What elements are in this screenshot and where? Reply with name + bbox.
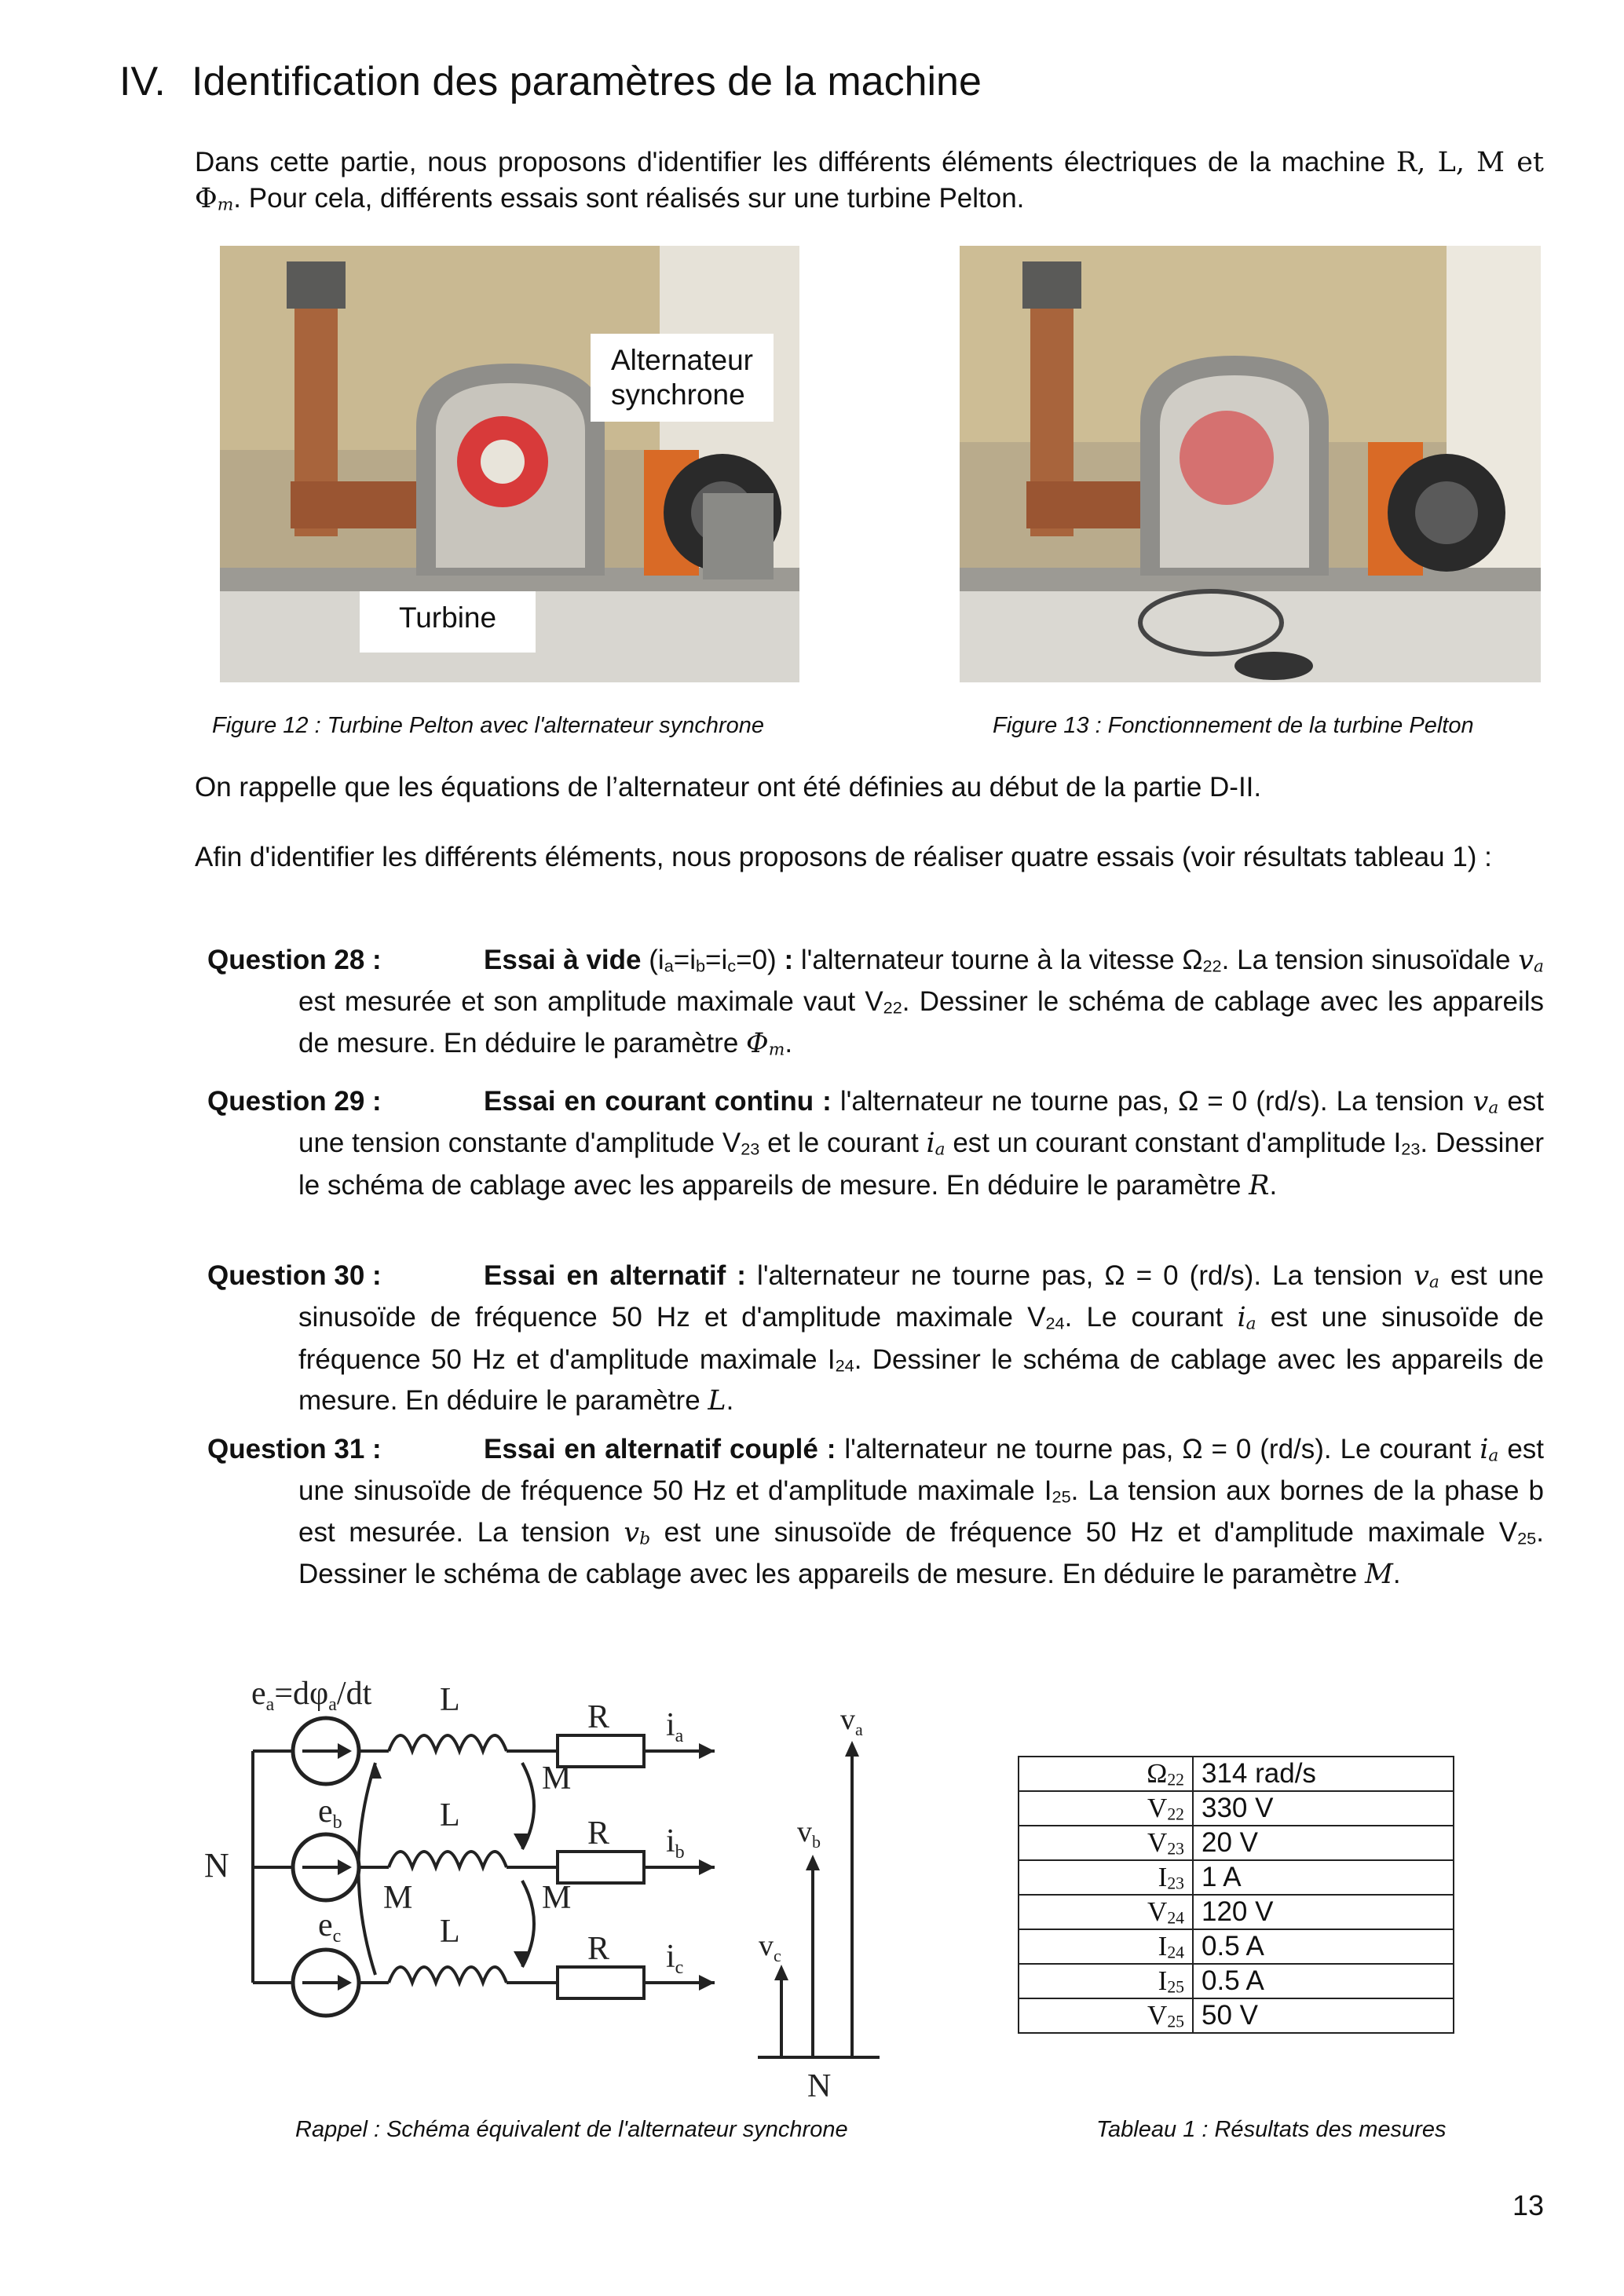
question-31-label: Question 31 : (207, 1434, 382, 1464)
question-31-title: Essai en alternatif couplé : (484, 1434, 836, 1464)
table-symbol: $V_{23}$ (1019, 1826, 1193, 1860)
label-turbine: Turbine (360, 591, 536, 653)
schema-caption: Rappel : Schéma équivalent de l'alternateur synchrone (295, 2117, 848, 2142)
question-28-title: Essai à vide (484, 945, 642, 975)
intro-params: R, L, M et $\Phi_m$ (195, 147, 1544, 215)
results-table (1018, 1756, 1454, 2034)
table-symbol: $I_{25}$ (1019, 1964, 1193, 1998)
table-row (1019, 1757, 1454, 1791)
table-symbol: $V_{25}$ (1019, 1998, 1193, 2033)
table-symbol: $V_{24}$ (1019, 1895, 1193, 1929)
intro-text-2: . Pour cela, différents essais sont réalisés sur une turbine Pelton. (233, 183, 1025, 214)
svg-text:ec: ec (318, 1907, 342, 1947)
svg-text:M: M (383, 1880, 413, 1916)
svg-text:M: M (542, 1880, 572, 1916)
table-value: 0.5 A (1193, 1964, 1454, 1998)
question-28: Question 28 : Essai à vide $(i_a=i_b=i_c=0)$ : l'alternateur tourne à la vitesse $\Omega_{22}$. La tension sinusoïdale $v_a$ est mesurée et son amplitude maximale vaut $V_{22}$. Dessiner le schéma de cablage avec les appareils de mesure. En déduire le paramètre $\Phi_m$. (253, 942, 1544, 1067)
equivalent-circuit-diagram (196, 1673, 903, 2112)
rappel-paragraph: On rappelle que les équations de l’alternateur ont été définies au début de la partie D-II. (195, 772, 1262, 803)
section-number: IV. (119, 59, 166, 104)
page-number: 13 (1512, 2189, 1544, 2221)
neutral-label: N (204, 1846, 229, 1885)
phi-m-symbol: $\Phi_m$ (746, 1027, 785, 1059)
question-30-title: Essai en alternatif : (484, 1260, 746, 1291)
svg-text:va: $v_a$ (840, 1703, 863, 1739)
table-caption: Tableau 1 : Résultats des mesures (1096, 2117, 1447, 2142)
question-29-title: Essai en courant continu : (484, 1086, 832, 1117)
svg-text:ia: ia (666, 1707, 684, 1746)
svg-text:eb: eb (318, 1793, 342, 1833)
figure-13-caption: Figure 13 : Fonctionnement de la turbine Pelton (993, 713, 1474, 738)
svg-text:R: R (587, 1931, 610, 1967)
svg-text:vb: $v_b$ (797, 1815, 821, 1852)
question-30-label: Question 30 : (207, 1260, 382, 1291)
table-value: 330 V (1193, 1791, 1454, 1826)
table-row (1019, 1929, 1454, 1964)
svg-text:L: L (440, 1797, 460, 1834)
svg-text:L: L (440, 1914, 460, 1950)
table-row (1019, 1860, 1454, 1895)
svg-text:N: N (807, 2068, 832, 2104)
section-title (119, 58, 982, 105)
table-symbol: $V_{22}$ (1019, 1791, 1193, 1826)
figure-13-photo (960, 246, 1541, 682)
table-value: 120 V (1193, 1895, 1454, 1929)
svg-text:R: R (587, 1815, 610, 1852)
svg-text:vc: $v_c$ (759, 1929, 781, 1965)
table-value: 0.5 A (1193, 1929, 1454, 1964)
intro-text-1: Dans cette partie, nous proposons d'identifier les différents éléments électriques de la machine (195, 147, 1386, 177)
table-row (1019, 1826, 1454, 1860)
figure-12-caption: Figure 12 : Turbine Pelton avec l'alternateur synchrone (212, 713, 764, 738)
table-symbol: $\Omega_{22}$ (1019, 1757, 1193, 1791)
pelton-running-photo-illustration (960, 246, 1541, 682)
table-value: 20 V (1193, 1826, 1454, 1860)
question-31: Question 31 : Essai en alternatif couplé : l'alternateur ne tourne pas, Ω = 0 (rd/s). Le courant $i_a$ est une sinusoïde de fréquence 50 Hz et d'amplitude maximale $I_{25}$. La tension aux bornes de la phase b est mesurée. La tension $v_b$ est une sinusoïde de fréquence 50 Hz et d'amplitude maximale $V_{25}$. Dessiner le schéma de cablage avec les appareils de mesure. En déduire le paramètre M. (253, 1431, 1544, 1592)
afin-paragraph: Afin d'identifier les différents éléments, nous proposons de réaliser quatre essais (voir résultats tableau 1) : (195, 842, 1492, 872)
svg-text:ib: ib (666, 1823, 685, 1863)
svg-text:M: M (542, 1760, 572, 1797)
voltage-vectors (758, 1703, 880, 2104)
table-value: 314 rad/s (1193, 1757, 1454, 1791)
question-29: Question 29 : Essai en courant continu : l'alternateur ne tourne pas, Ω = 0 (rd/s). La tension $v_a$ est une tension constante d'amplitude $V_{23}$ et le courant $i_a$ est un courant constant d'amplitude $I_{23}$. Dessiner le schéma de cablage avec les appareils de mesure. En déduire le paramètre R. (253, 1084, 1544, 1204)
table-symbol: $I_{23}$ (1019, 1860, 1193, 1895)
table-symbol: $I_{24}$ (1019, 1929, 1193, 1964)
va-symbol: $v_a$ (1518, 945, 1544, 977)
phase-b-row (253, 1793, 715, 1900)
q28-condition: $(i_a=i_b=i_c=0)$ (649, 945, 777, 976)
table-row (1019, 1895, 1454, 1929)
table-value: 1 A (1193, 1860, 1454, 1895)
svg-text:R: R (587, 1699, 610, 1735)
question-29-label: Question 29 : (207, 1086, 382, 1117)
table-value: 50 V (1193, 1998, 1454, 2033)
section-title-text: Identification des paramètres de la machine (192, 59, 982, 104)
question-28-label: Question 28 : (207, 945, 382, 975)
svg-text:ic: ic (666, 1939, 684, 1978)
table-row (1019, 1791, 1454, 1826)
question-30: Question 30 : Essai en alternatif : l'alternateur ne tourne pas, Ω = 0 (rd/s). La tension $v_a$ est une sinusoïde de fréquence 50 Hz et d'amplitude maximale $V_{24}$. Le courant $i_a$ est une sinusoïde de fréquence 50 Hz et d'amplitude maximale $I_{24}$. Dessiner le schéma de cablage avec les appareils de mesure. En déduire le paramètre L. (253, 1258, 1544, 1419)
intro-paragraph (195, 144, 1544, 222)
phase-c-row (253, 1907, 715, 2016)
label-alternateur: Alternateur synchrone (591, 334, 774, 422)
table-row (1019, 1998, 1454, 2033)
svg-text:L: L (440, 1682, 460, 1718)
emf-label: ea=dφa/dt (251, 1676, 372, 1715)
table-row (1019, 1964, 1454, 1998)
